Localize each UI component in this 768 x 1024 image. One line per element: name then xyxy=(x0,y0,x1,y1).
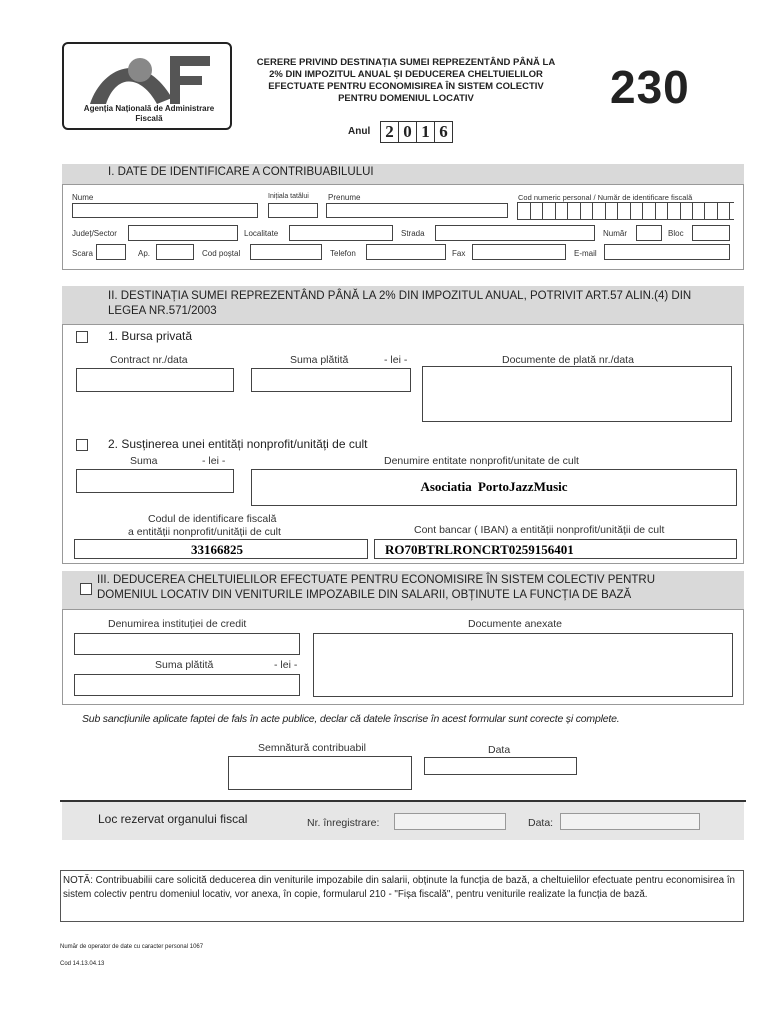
denumire-input[interactable] xyxy=(251,469,737,506)
bursa-lei-label: - lei - xyxy=(384,354,408,366)
anaf-logo-icon xyxy=(82,48,217,106)
nr-inregistrare-label: Nr. înregistrare: xyxy=(307,817,380,829)
section3-suma-input[interactable] xyxy=(74,674,300,696)
form-title: CERERE PRIVIND DESTINAȚIA SUMEI REPREZENTÂND PÂNĂ LA 2% DIN IMPOZITUL ANUAL ȘI DEDUCEREA CHELTUIELILOR EFECTUATE PENTRU ECONOMISIREA ÎN SISTEM COLECTIV PENTRU DOMENIUL LOCATIV xyxy=(256,57,556,104)
prenume-label: Prenume xyxy=(328,193,361,202)
prenume-input[interactable] xyxy=(326,203,508,218)
year-digit: 2 xyxy=(381,122,399,142)
cif-label: Codul de identificare fiscală xyxy=(148,513,277,525)
bloc-input[interactable] xyxy=(692,225,730,241)
nota-text: NOTĂ: Contribuabilii care solicită deducerea din veniturile impozabile din salarii, obținute la funcția de bază, a cheltuielilor efectuate pentru economisirea în sistem colectiv pentru domeniul locativ, vor anexa, în copie, formularul 210 - "Fișa fiscală", pentru veniturile realizate la funcția de bază. xyxy=(63,875,736,900)
judet-label: Județ/Sector xyxy=(72,229,117,238)
nume-label: Nume xyxy=(72,193,94,202)
form-number: 230 xyxy=(610,61,690,113)
section1-title: I. DATE DE IDENTIFICARE A CONTRIBUABILULUI xyxy=(108,166,374,178)
section2-title: II. DESTINAȚIA SUMEI REPREZENTÂND PÂNĂ LA 2% DIN IMPOZITUL ANUAL, POTRIVIT ART.57 ALIN.(4) DIN LEGEA NR.571/2003 xyxy=(108,290,692,317)
cnp-label: Cod numeric personal / Număr de identificare fiscală xyxy=(518,193,693,202)
cod-postal-label: Cod poștal xyxy=(202,249,241,258)
year-label: Anul xyxy=(348,126,371,137)
nonprofit-lei-label: - lei - xyxy=(202,455,226,467)
iban-label: Cont bancar ( IBAN) a entității nonprofit/unității de cult xyxy=(414,524,665,536)
section3-lei-label: - lei - xyxy=(274,659,298,671)
nr-inregistrare-input[interactable] xyxy=(394,813,506,830)
ap-label: Ap. xyxy=(138,249,151,258)
cif-input[interactable] xyxy=(74,539,368,559)
bursa-suma-input[interactable] xyxy=(251,368,411,392)
strada-label: Strada xyxy=(401,229,425,238)
agency-name: Agenția Națională de Administrare Fiscală xyxy=(83,104,215,123)
logo-frame xyxy=(62,42,232,130)
contract-label: Contract nr./data xyxy=(110,354,188,366)
telefon-label: Telefon xyxy=(330,249,356,258)
nota-box xyxy=(60,870,744,922)
section3-checkbox[interactable] xyxy=(80,583,92,595)
scara-input[interactable] xyxy=(96,244,126,260)
year-digit: 1 xyxy=(417,122,435,142)
fax-label: Fax xyxy=(452,249,466,258)
numar-label: Număr xyxy=(603,229,628,238)
bursa-suma-label: Suma plătită xyxy=(290,354,349,366)
bursa-checkbox[interactable] xyxy=(76,331,88,343)
strada-input[interactable] xyxy=(435,225,595,241)
numar-input[interactable] xyxy=(636,225,662,241)
declaration-text: Sub sancțiunile aplicate faptei de fals în acte publice, declar că datele înscrise în acest formular sunt corecte și complete. xyxy=(82,713,620,725)
documente-plata-label: Documente de plată nr./data xyxy=(502,354,634,366)
data-input[interactable] xyxy=(424,757,577,775)
bursa-label: 1. Bursa privată xyxy=(108,329,193,343)
email-label: E-mail xyxy=(574,249,597,258)
operator-number: Număr de operator de date cu caracter personal 1067 xyxy=(60,944,204,950)
ap-input[interactable] xyxy=(156,244,194,260)
year-digit: 0 xyxy=(399,122,417,142)
bloc-label: Bloc xyxy=(668,229,684,238)
scara-label: Scara xyxy=(72,249,93,258)
localitate-label: Localitate xyxy=(244,229,279,238)
initiala-label: Inițiala tatălui xyxy=(268,193,309,200)
fax-input[interactable] xyxy=(472,244,566,260)
fiscal-data-input[interactable] xyxy=(560,813,700,830)
year-field[interactable] xyxy=(380,121,453,143)
telefon-input[interactable] xyxy=(366,244,446,260)
institutie-label: Denumirea instituției de credit xyxy=(108,618,247,630)
documente-anexate-label: Documente anexate xyxy=(468,618,562,630)
localitate-input[interactable] xyxy=(289,225,393,241)
denumire-value: Asociatia PortoJazzMusic xyxy=(420,479,568,494)
form-code: Cod 14.13.04.13 xyxy=(60,961,105,967)
section3-title: III. DEDUCEREA CHELTUIELILOR EFECTUATE PENTRU ECONOMISIRE ÎN SISTEM COLECTIV PENTRU DOMENIUL LOCATIV DIN VENITURILE IMPOZABILE DIN SALARII, OBȚINUTE LA FUNCȚIA DE BAZĂ xyxy=(97,574,656,601)
nonprofit-suma-label: Suma xyxy=(130,455,158,467)
initiala-input[interactable] xyxy=(268,203,318,218)
fiscal-data-label: Data: xyxy=(528,817,554,829)
nonprofit-label: 2. Susținerea unei entități nonprofit/unități de cult xyxy=(108,437,368,451)
nume-input[interactable] xyxy=(72,203,258,218)
documente-anexate-input[interactable] xyxy=(313,633,733,697)
data-label: Data xyxy=(488,744,511,756)
cif-label-2: a entității nonprofit/unității de cult xyxy=(128,526,281,538)
nonprofit-suma-input[interactable] xyxy=(76,469,234,493)
judet-input[interactable] xyxy=(128,225,238,241)
section3-suma-label: Suma plătită xyxy=(155,659,214,671)
semnatura-input[interactable] xyxy=(228,756,412,790)
cnp-input[interactable] xyxy=(517,202,734,220)
fiscal-title: Loc rezervat organului fiscal xyxy=(98,812,248,826)
contract-input[interactable] xyxy=(76,368,234,392)
cod-postal-input[interactable] xyxy=(250,244,322,260)
iban-input[interactable] xyxy=(374,539,737,559)
iban-value: RO70BTRLRONCRT0259156401 xyxy=(385,542,574,557)
email-input[interactable] xyxy=(604,244,730,260)
year-digit: 6 xyxy=(435,122,453,142)
denumire-label: Denumire entitate nonprofit/unitate de cult xyxy=(384,455,579,467)
institutie-input[interactable] xyxy=(74,633,300,655)
documente-plata-input[interactable] xyxy=(422,366,732,422)
nonprofit-checkbox[interactable] xyxy=(76,439,88,451)
semnatura-label: Semnătură contribuabil xyxy=(258,742,366,754)
cif-value: 33166825 xyxy=(191,542,243,557)
